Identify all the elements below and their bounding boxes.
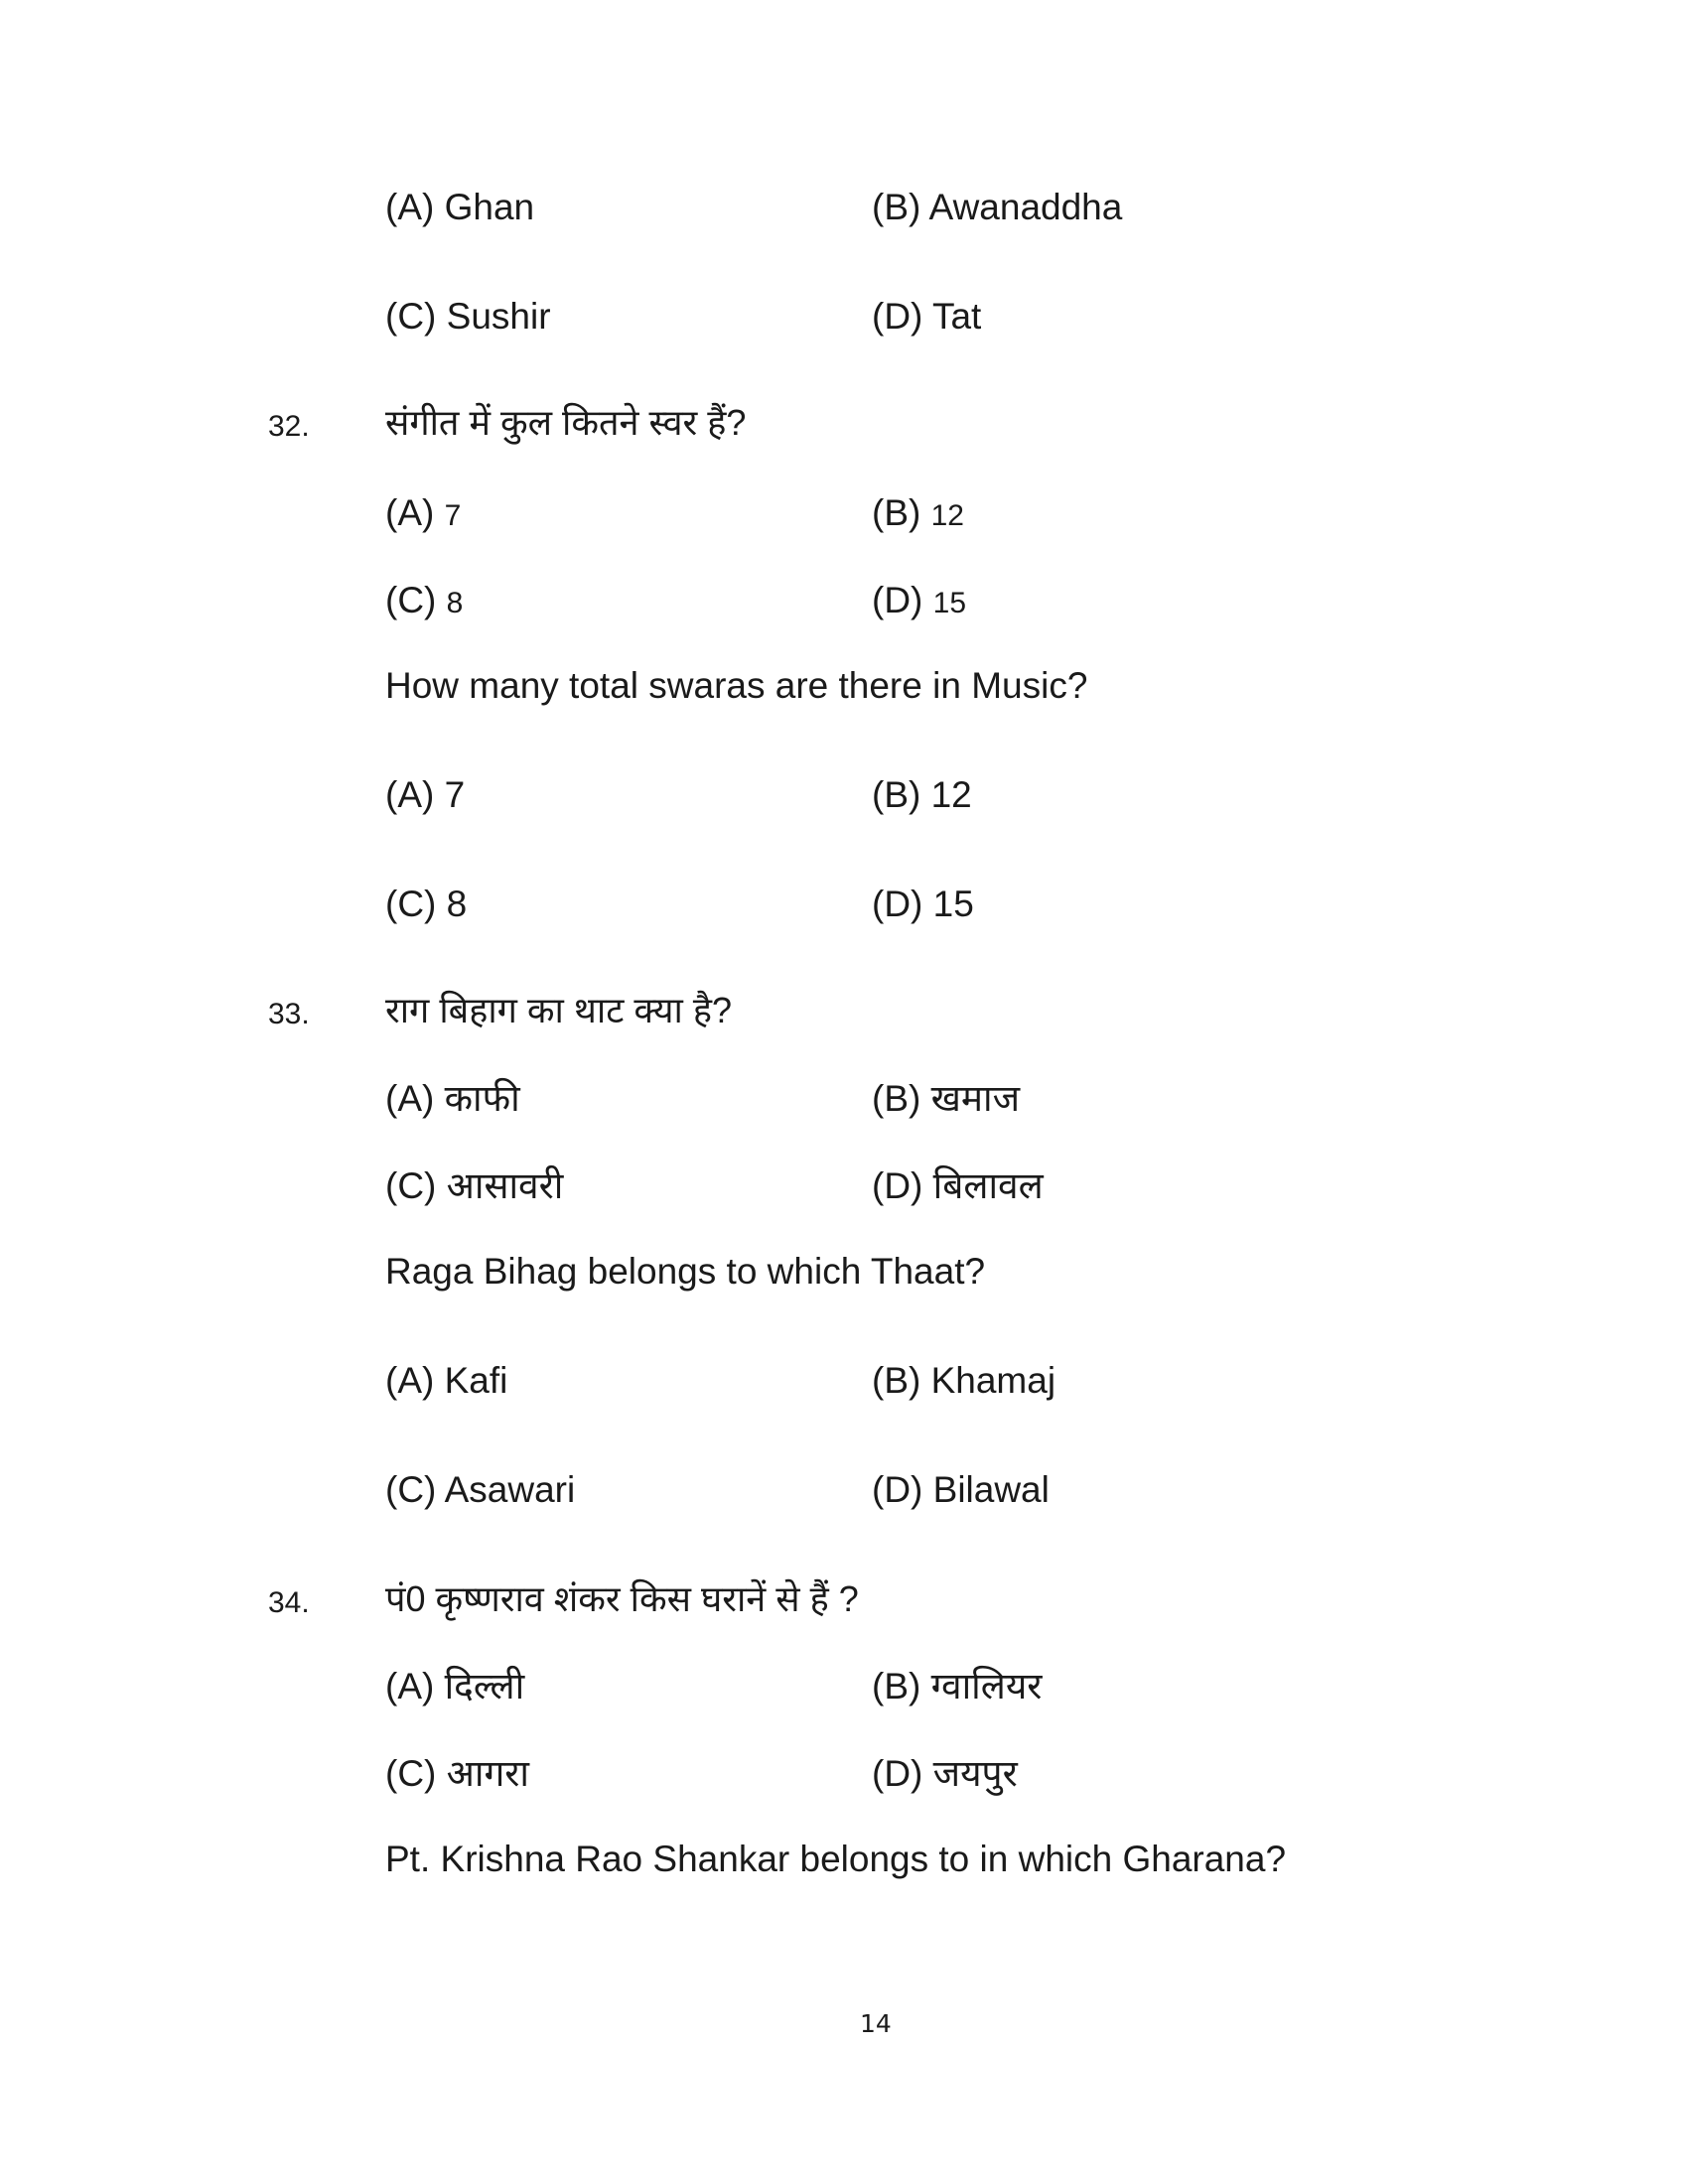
q32-number: 32. bbox=[268, 410, 310, 443]
q34-hi-option-a: (A) दिल्ली bbox=[385, 1666, 525, 1706]
q32-en-option-c: (C) 8 bbox=[385, 884, 468, 924]
q33-question-english: Raga Bihag belongs to which Thaat? bbox=[385, 1251, 986, 1292]
q34-question-english: Pt. Krishna Rao Shankar belongs to in which Gharana? bbox=[385, 1839, 1287, 1879]
q32-hi-option-a: (A) 7 bbox=[385, 492, 462, 533]
q34-hi-option-c: (C) आगरा bbox=[385, 1753, 530, 1794]
q31-option-c: (C) Sushir bbox=[385, 296, 551, 337]
q31-option-d: (D) Tat bbox=[872, 296, 982, 337]
q34-hi-option-b: (B) ग्वालियर bbox=[872, 1666, 1043, 1706]
q33-en-option-d: (D) Bilawal bbox=[872, 1469, 1050, 1510]
q34-number: 34. bbox=[268, 1586, 310, 1619]
q33-en-option-c: (C) Asawari bbox=[385, 1469, 576, 1510]
q33-hi-option-a: (A) काफी bbox=[385, 1078, 520, 1119]
q32-en-option-b: (B) 12 bbox=[872, 774, 972, 815]
q33-number: 33. bbox=[268, 998, 310, 1030]
q32-question-english: How many total swaras are there in Music? bbox=[385, 665, 1088, 706]
page-number: 14 bbox=[860, 2009, 892, 2038]
q31-option-b: (B) Awanaddha bbox=[872, 187, 1123, 227]
q33-hi-option-b: (B) खमाज bbox=[872, 1078, 1021, 1119]
q33-en-option-b: (B) Khamaj bbox=[872, 1360, 1056, 1401]
q32-en-option-d: (D) 15 bbox=[872, 884, 974, 924]
q34-hi-option-d: (D) जयपुर bbox=[872, 1753, 1018, 1794]
q33-en-option-a: (A) Kafi bbox=[385, 1360, 508, 1401]
q32-hi-option-d: (D) 15 bbox=[872, 580, 967, 620]
q32-hi-option-c: (C) 8 bbox=[385, 580, 464, 620]
q33-hi-option-d: (D) बिलावल bbox=[872, 1165, 1044, 1206]
q31-option-a: (A) Ghan bbox=[385, 187, 535, 227]
q34-question-hindi: पं0 कृष्णराव शंकर किस घरानें से हैं ? bbox=[385, 1578, 859, 1619]
q32-question-hindi: संगीत में कुल कितने स्वर हैं? bbox=[385, 402, 747, 443]
q33-question-hindi: राग बिहाग का थाट क्या है? bbox=[385, 990, 732, 1030]
q32-en-option-a: (A) 7 bbox=[385, 774, 466, 815]
q32-hi-option-b: (B) 12 bbox=[872, 492, 964, 533]
q33-hi-option-c: (C) आसावरी bbox=[385, 1165, 564, 1206]
